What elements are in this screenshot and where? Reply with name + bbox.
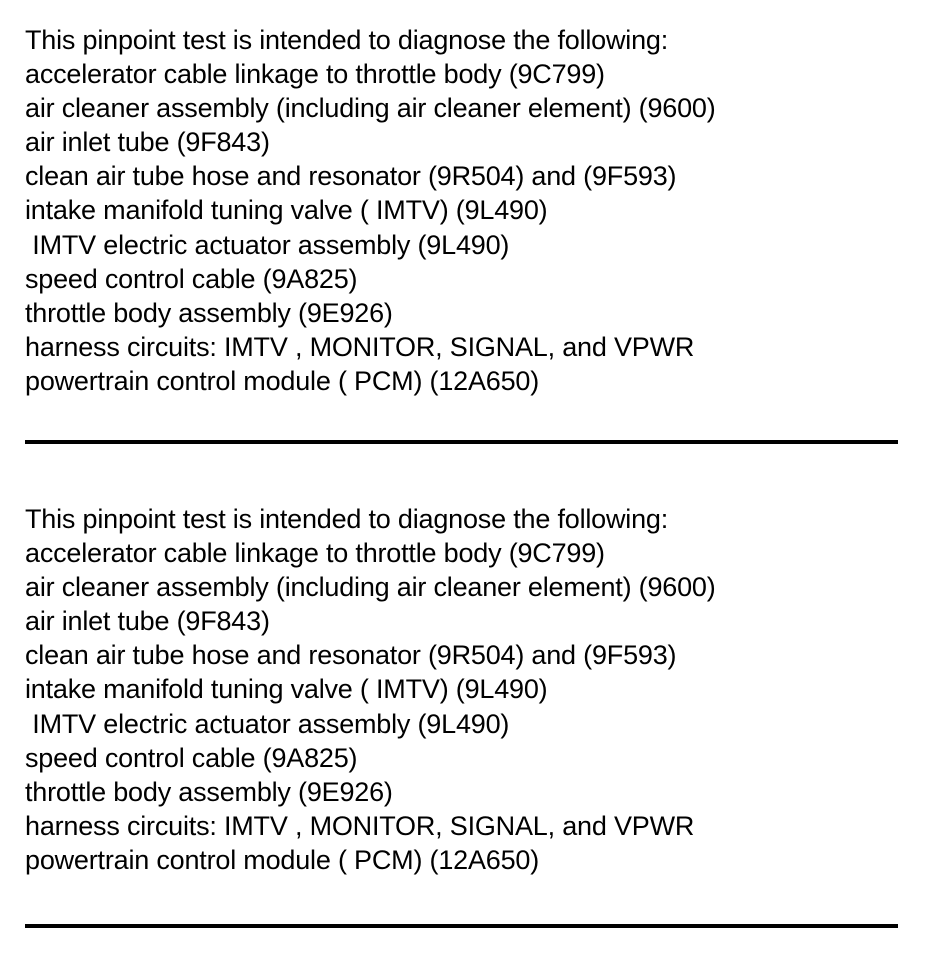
component-item: IMTV electric actuator assembly (9L490): [25, 708, 510, 739]
component-item: harness circuits: IMTV , MONITOR, SIGNAL, and VPWR: [25, 810, 695, 841]
component-item: air cleaner assembly (including air cleaner element) (9600): [25, 93, 716, 124]
component-item: IMTV electric actuator assembly (9L490): [25, 229, 510, 260]
component-item: speed control cable (9A825): [25, 263, 358, 294]
pinpoint-test-section-2: [25, 502, 905, 877]
component-item: clean air tube hose and resonator (9R504) and (9F593): [25, 161, 677, 192]
component-item: accelerator cable linkage to throttle body (9C799): [25, 59, 605, 90]
component-item: air inlet tube (9F843): [25, 127, 270, 158]
component-item: powertrain control module ( PCM) (12A650): [25, 844, 540, 875]
component-item: intake manifold tuning valve ( IMTV) (9L490): [25, 674, 548, 705]
component-item: powertrain control module ( PCM) (12A650): [25, 365, 540, 396]
component-item: throttle body assembly (9E926): [25, 297, 393, 328]
component-item: throttle body assembly (9E926): [25, 776, 393, 807]
pinpoint-test-section-1: [25, 23, 905, 398]
section-intro: This pinpoint test is intended to diagnose the following:: [25, 25, 669, 55]
component-item: harness circuits: IMTV , MONITOR, SIGNAL, and VPWR: [25, 331, 695, 362]
component-item: speed control cable (9A825): [25, 742, 358, 773]
component-item: accelerator cable linkage to throttle body (9C799): [25, 538, 605, 569]
component-item: clean air tube hose and resonator (9R504) and (9F593): [25, 640, 677, 671]
component-item: intake manifold tuning valve ( IMTV) (9L490): [25, 195, 548, 226]
section-intro: This pinpoint test is intended to diagnose the following:: [25, 504, 669, 534]
section-divider: [25, 924, 898, 928]
component-item: air inlet tube (9F843): [25, 606, 270, 637]
section-divider: [25, 440, 898, 444]
component-item: air cleaner assembly (including air cleaner element) (9600): [25, 572, 716, 603]
